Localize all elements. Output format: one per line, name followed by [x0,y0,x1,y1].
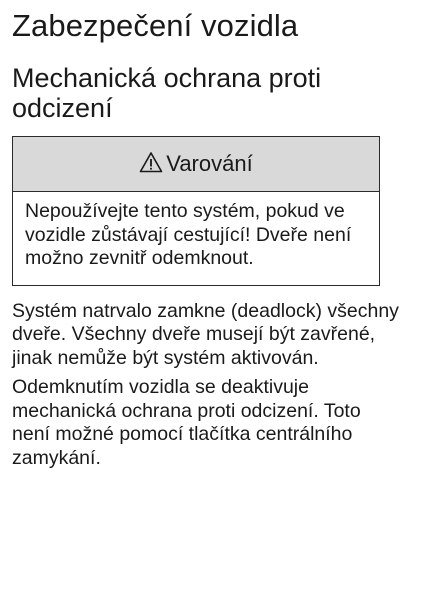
warning-text: Nepoužívejte tento systém, pokud ve vozidle zůstávají cestující! Dveře není možno zevnitř odemknout. [25,200,352,269]
warning-box [12,136,380,286]
section-heading: Mechanická ochrana proti odcizení [12,63,322,123]
page-title: Zabezpečení vozidla [12,8,299,43]
warning-triangle-icon [139,151,163,179]
body-paragraph-deactivation: Odemknutím vozidla se deaktivuje mechanická ochrana proti odcizení. Toto není možné pomocí tlačítka centrálního zamykání. [12,376,361,469]
body-paragraph-deadlock: Systém natrvalo zamkne (deadlock) všechny dveře. Všechny dveře musejí být zavřené, jinak nemůže být systém aktivován. [12,299,399,369]
warning-label: Varování [166,151,253,176]
manual-page [12,0,423,470]
warning-header [13,137,379,192]
